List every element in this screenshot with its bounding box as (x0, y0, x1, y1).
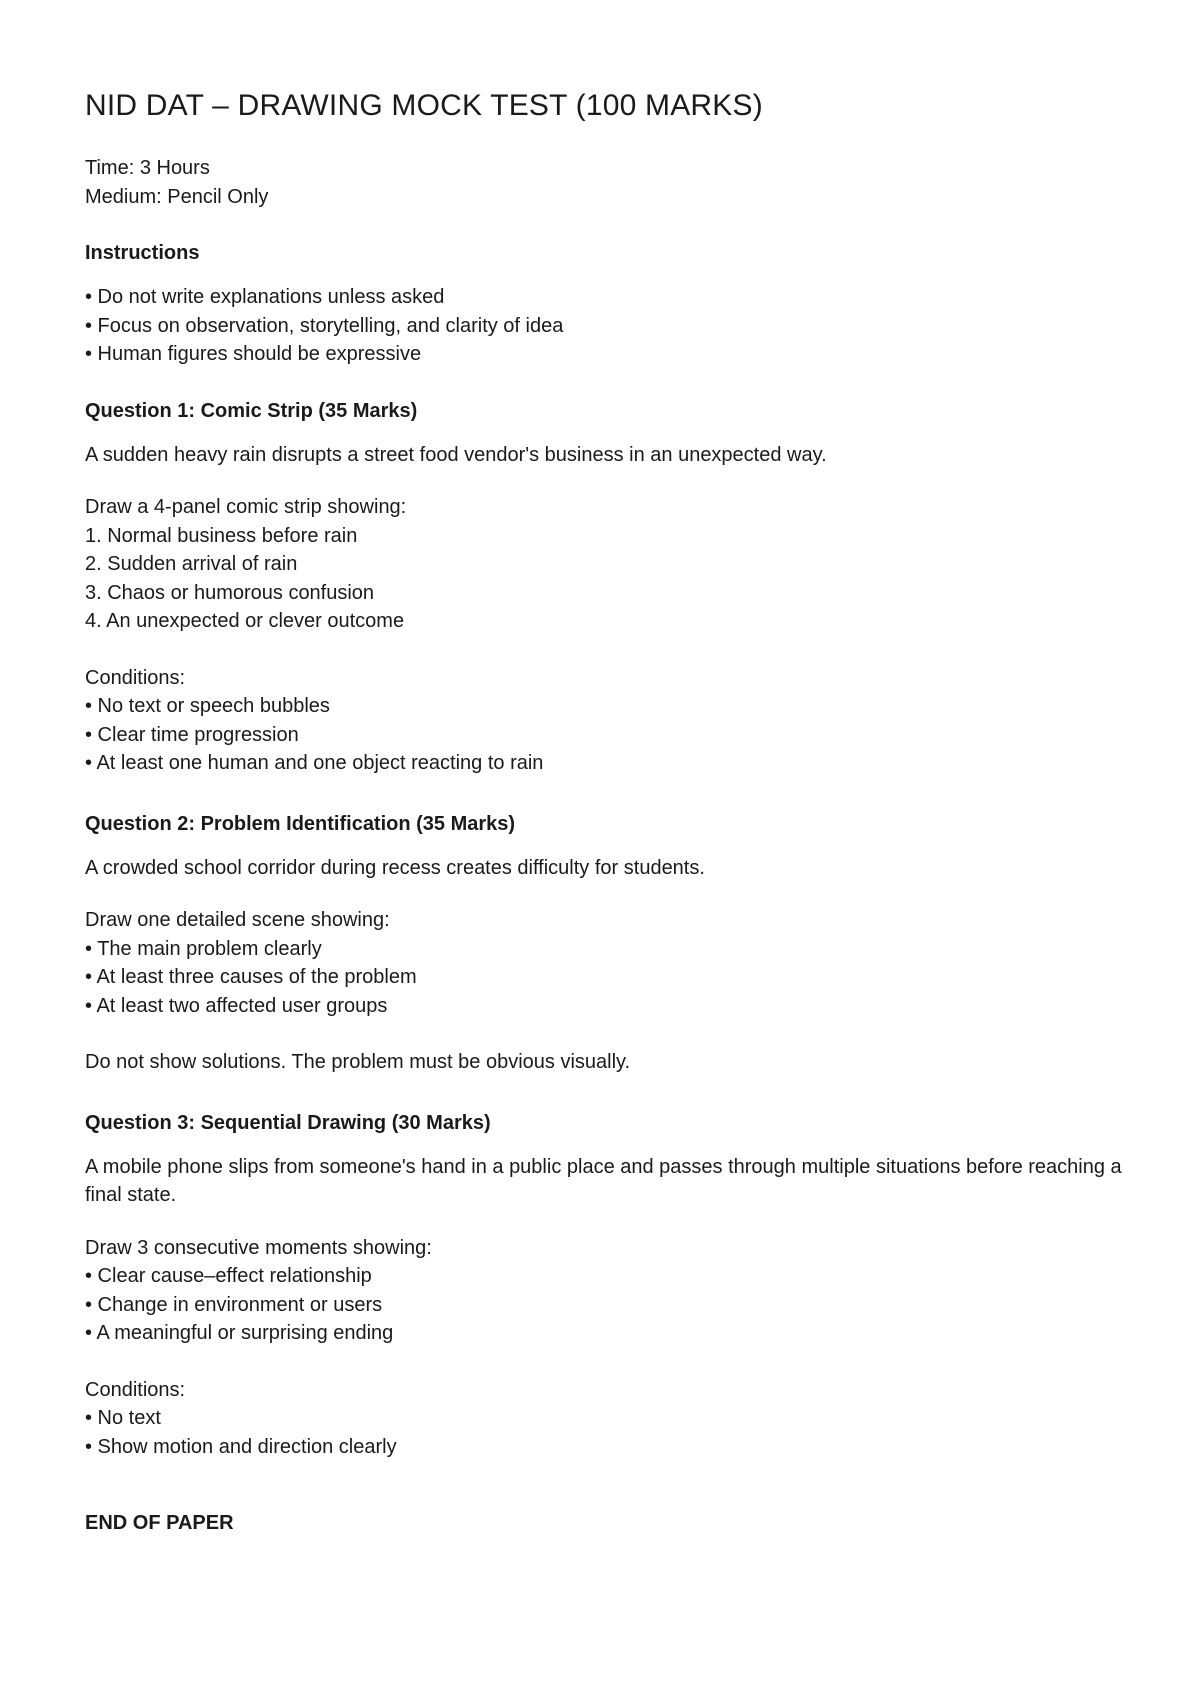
question-1-draw-intro: Draw a 4-panel comic strip showing: (85, 496, 407, 518)
question-3-conditions-label: Conditions: (85, 1378, 186, 1401)
instructions-heading: Instructions (85, 242, 200, 264)
question-3-heading: Question 3: Sequential Drawing (30 Marks) (85, 1111, 491, 1134)
question-2-prompt: A crowded school corridor during recess creates difficulty for students. (85, 856, 705, 879)
question-1-condition: • Clear time progression (85, 723, 299, 746)
instruction-item: • Focus on observation, storytelling, and clarity of idea (85, 314, 564, 337)
instruction-item: • Do not write explanations unless asked (85, 286, 445, 308)
instruction-item: • Human figures should be expressive (85, 343, 422, 365)
question-3-item: • Change in environment or users (85, 1293, 383, 1316)
medium-info: Medium: Pencil Only (85, 185, 269, 208)
question-2-heading: Question 2: Problem Identification (35 Marks) (85, 812, 516, 835)
question-3-prompt: A mobile phone slips from someone's hand in a public place and passes through multiple situations before reaching a final state. (85, 1155, 1122, 1206)
end-of-paper: END OF PAPER (85, 1512, 234, 1534)
question-1-step: 2. Sudden arrival of rain (85, 553, 298, 575)
question-1-heading: Question 1: Comic Strip (35 Marks) (85, 399, 418, 422)
question-1-condition: • No text or speech bubbles (85, 695, 330, 717)
question-1-condition: • At least one human and one object reacting to rain (85, 752, 544, 774)
question-2-item: • At least three causes of the problem (85, 966, 417, 988)
question-3-draw-intro: Draw 3 consecutive moments showing: (85, 1236, 432, 1259)
question-1-step: 1. Normal business before rain (85, 524, 358, 547)
document-page (85, 88, 1125, 1553)
question-2-draw-intro: Draw one detailed scene showing: (85, 909, 390, 931)
question-1-step: 3. Chaos or humorous confusion (85, 581, 375, 604)
question-3-condition: • Show motion and direction clearly (85, 1435, 397, 1458)
question-2-note: Do not show solutions. The problem must be obvious visually. (85, 1051, 631, 1073)
time-info: Time: 3 Hours (85, 157, 210, 179)
question-3-condition: • No text (85, 1407, 161, 1429)
question-1-step: 4. An unexpected or clever outcome (85, 610, 405, 632)
question-2-item: • The main problem clearly (85, 937, 322, 960)
question-2-item: • At least two affected user groups (85, 994, 388, 1017)
question-3-item: • A meaningful or surprising ending (85, 1322, 394, 1344)
question-1-prompt: A sudden heavy rain disrupts a street food vendor's business in an unexpected way. (85, 443, 827, 466)
page-title: NID DAT – DRAWING MOCK TEST (100 MARKS) (85, 89, 763, 122)
question-1-conditions-label: Conditions: (85, 666, 186, 689)
question-3-item: • Clear cause–effect relationship (85, 1265, 372, 1287)
